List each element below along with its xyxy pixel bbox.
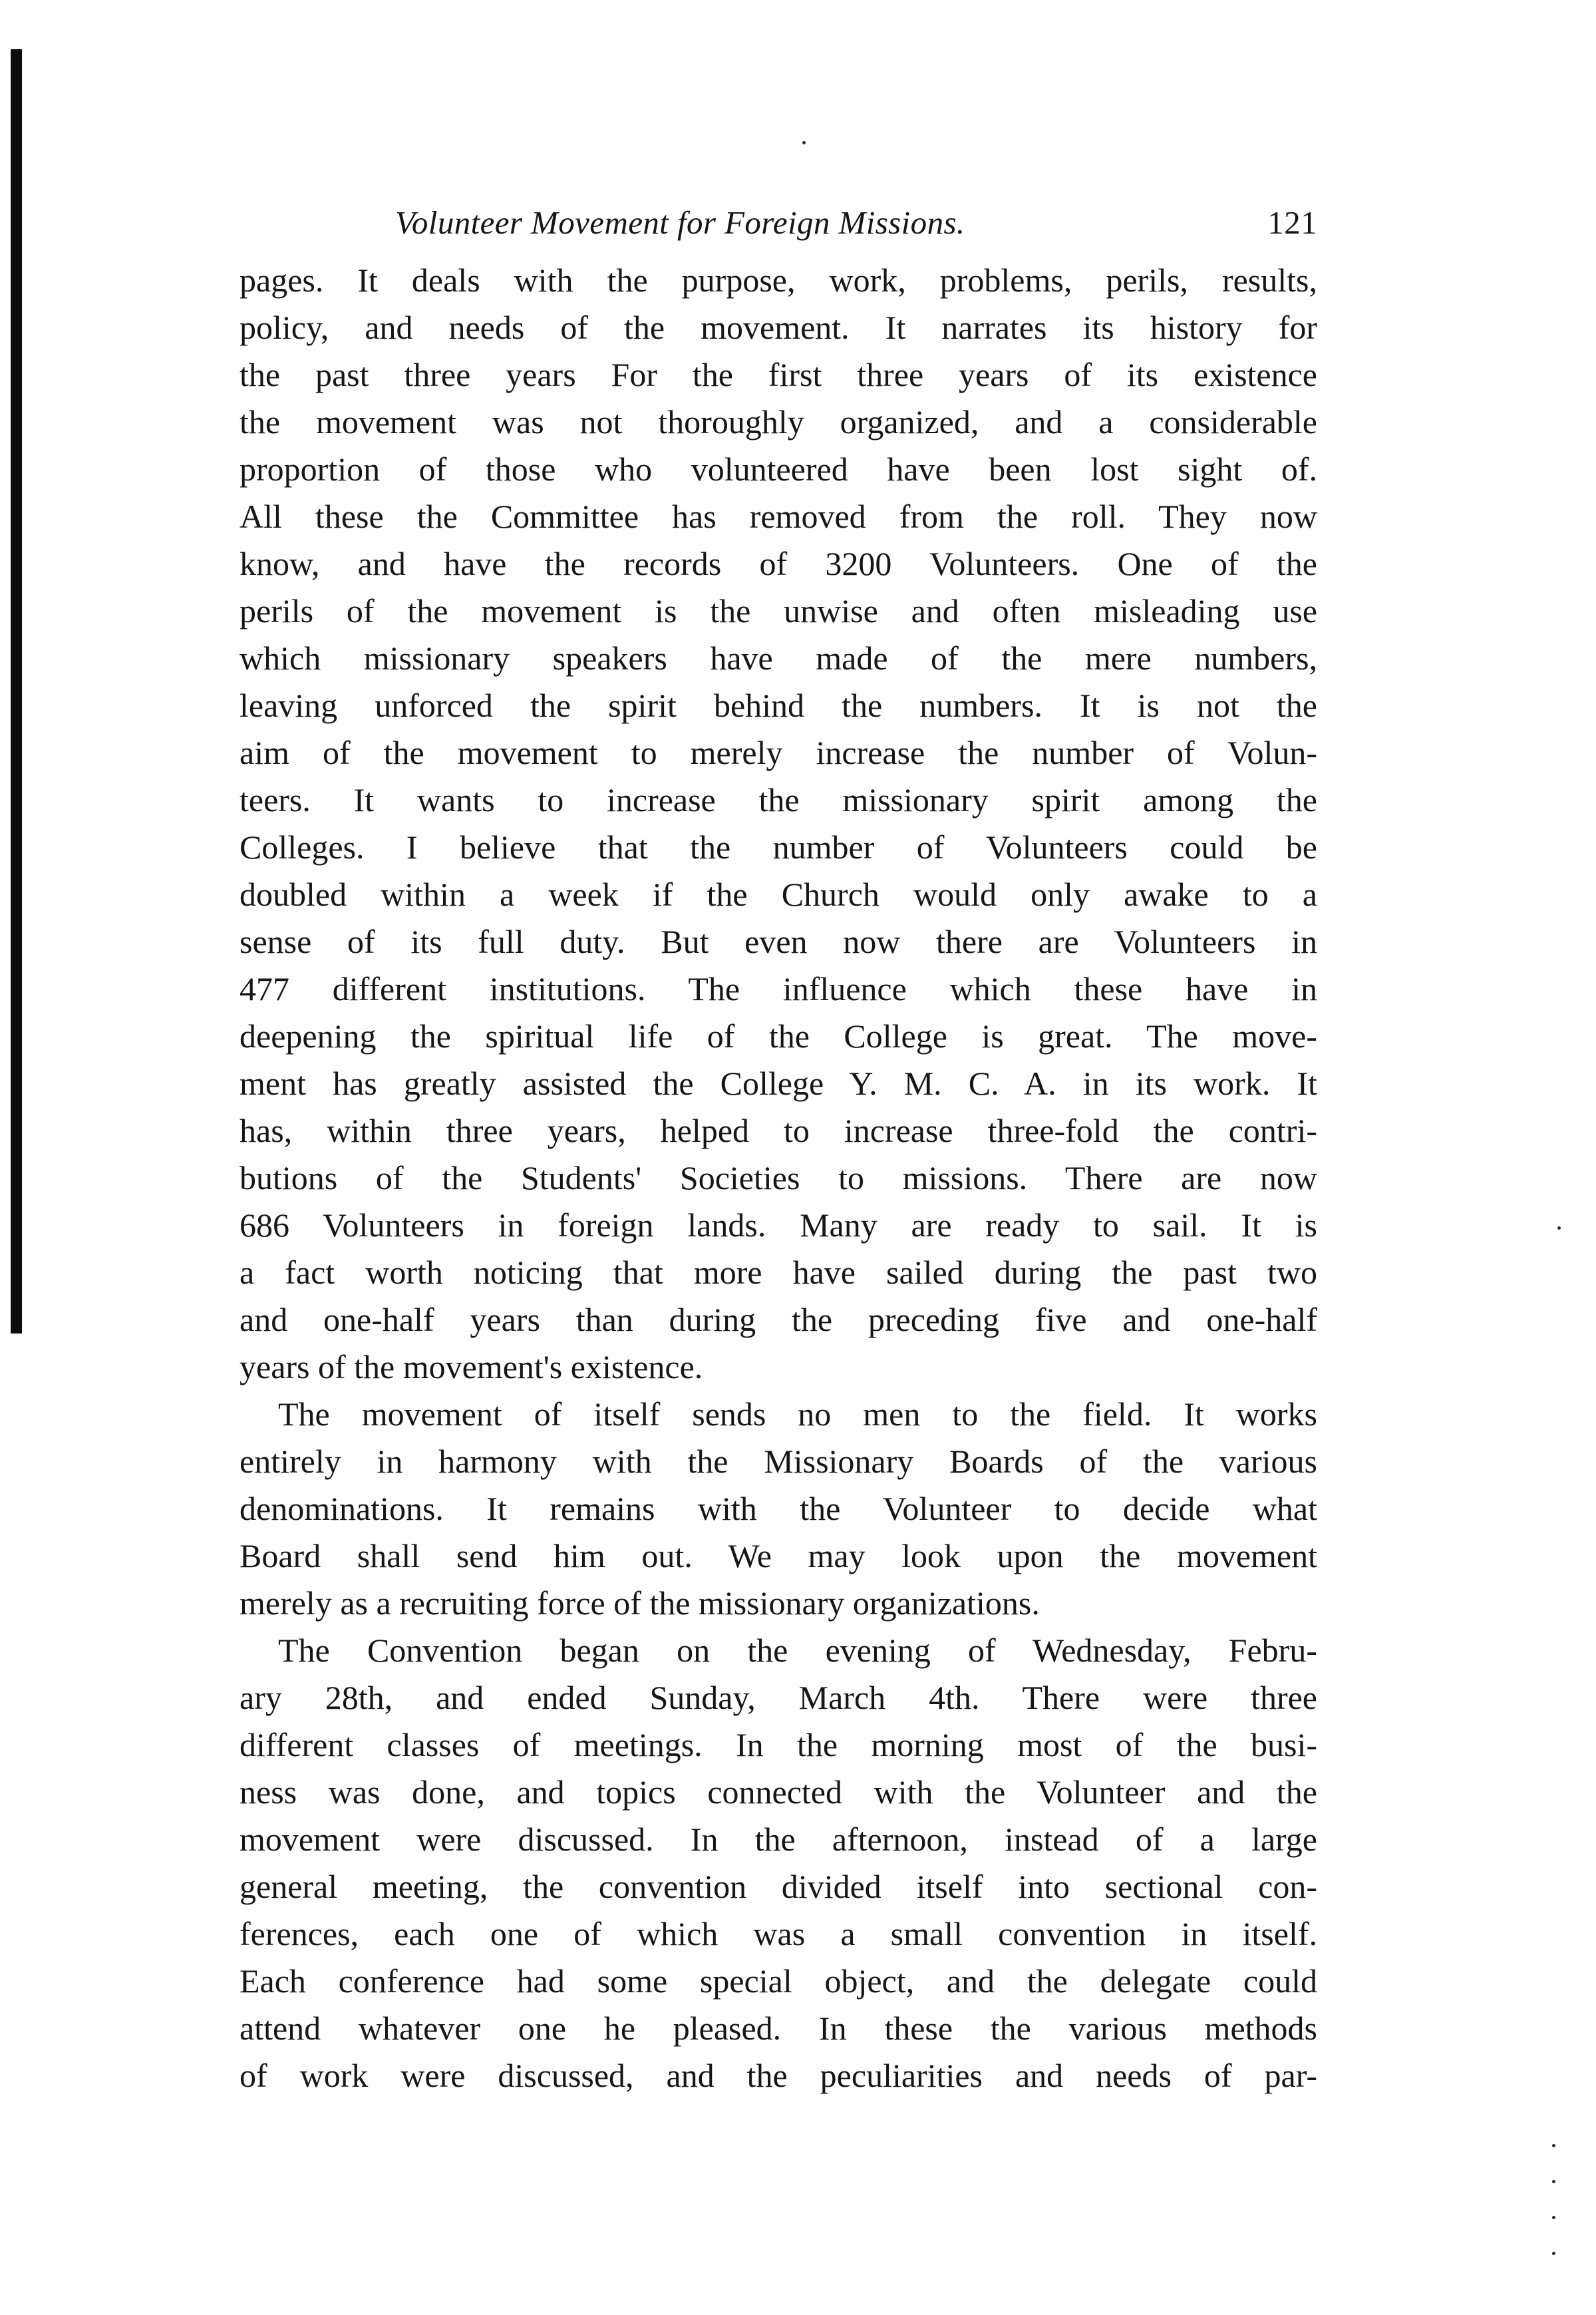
text-line: pages. It deals with the purpose, work, problems, perils, results, [239, 262, 1317, 299]
text-line: the movement was not thoroughly organized, and a considerable [239, 403, 1317, 441]
text-line: deepening the spiritual life of the College is great. The move- [239, 1017, 1317, 1055]
text-line: and one-half years than during the preceding five and one-half [239, 1301, 1317, 1338]
text-line: which missionary speakers have made of the mere numbers, [239, 639, 1317, 677]
text-line: attend whatever one he pleased. In these the various methods [239, 2010, 1317, 2047]
text-line: merely as a recruiting force of the missionary organizations. [239, 1584, 1040, 1622]
text-line: Each conference had some special object, and the delegate could [239, 1962, 1317, 2000]
text-line: policy, and needs of the movement. It narrates its history for [239, 309, 1317, 346]
text-line: Colleges. I believe that the number of Volunteers could be [239, 828, 1317, 866]
text-line: The movement of itself sends no men to the field. It works [278, 1395, 1317, 1433]
text-line: ment has greatly assisted the College Y. M. C. A. in its work. It [239, 1065, 1317, 1102]
text-line: of work were discussed, and the peculiarities and needs of par- [239, 2057, 1317, 2094]
text-line: 477 different institutions. The influence which these have in [239, 970, 1317, 1007]
text-line: Board shall send him out. We may look upon the movement [239, 1537, 1317, 1574]
page-number: 121 [1267, 204, 1317, 241]
text-line: All these the Committee has removed from the roll. They now [239, 498, 1317, 535]
scan-speck [802, 141, 806, 144]
paragraph [239, 1391, 1317, 1627]
scan-speck [1552, 2252, 1555, 2255]
scan-speck [1552, 2144, 1555, 2147]
paragraph [239, 1627, 1317, 2099]
text-line: entirely in harmony with the Missionary Boards of the various [239, 1443, 1317, 1480]
text-line: leaving unforced the spirit behind the numbers. It is not the [239, 687, 1317, 724]
text-line: know, and have the records of 3200 Volunteers. One of the [239, 545, 1317, 582]
text-line: different classes of meetings. In the morning most of the busi- [239, 1726, 1317, 1763]
running-head [239, 194, 1317, 252]
text-line: 686 Volunteers in foreign lands. Many are ready to sail. It is [239, 1206, 1317, 1244]
page-column [239, 194, 1317, 2099]
text-line: ary 28th, and ended Sunday, March 4th. There were three [239, 1679, 1317, 1716]
text-line: butions of the Students' Societies to missions. There are now [239, 1159, 1317, 1196]
scan-speck [1552, 2216, 1555, 2219]
text-line: The Convention began on the evening of Wednesday, Febru- [278, 1632, 1317, 1669]
text-line: doubled within a week if the Church would only awake to a [239, 876, 1317, 913]
text-line: has, within three years, helped to increase three-fold the contri- [239, 1112, 1317, 1149]
paragraph [239, 257, 1317, 1391]
scan-speck [1557, 1226, 1561, 1230]
text-line: years of the movement's existence. [239, 1348, 703, 1385]
text-line: proportion of those who volunteered have been lost sight of. [239, 450, 1317, 488]
text-line: general meeting, the convention divided itself into sectional con- [239, 1868, 1317, 1905]
page-binding-shadow [11, 49, 22, 1334]
text-line: the past three years For the first three years of its existence [239, 356, 1317, 393]
text-line: ferences, each one of which was a small convention in itself. [239, 1915, 1317, 1952]
text-line: movement were discussed. In the afternoon, instead of a large [239, 1821, 1317, 1858]
text-line: teers. It wants to increase the missionary spirit among the [239, 781, 1317, 818]
text-line: perils of the movement is the unwise and often misleading use [239, 592, 1317, 629]
text-line: ness was done, and topics connected with the Volunteer and the [239, 1773, 1317, 1811]
text-line: sense of its full duty. But even now there are Volunteers in [239, 923, 1317, 960]
body-text [239, 257, 1317, 2099]
text-line: aim of the movement to merely increase the number of Volun- [239, 734, 1317, 771]
scan-speck [1552, 2180, 1555, 2183]
running-title: Volunteer Movement for Foreign Missions. [395, 204, 965, 241]
text-line: denominations. It remains with the Volunteer to decide what [239, 1490, 1317, 1527]
text-line: a fact worth noticing that more have sailed during the past two [239, 1254, 1317, 1291]
